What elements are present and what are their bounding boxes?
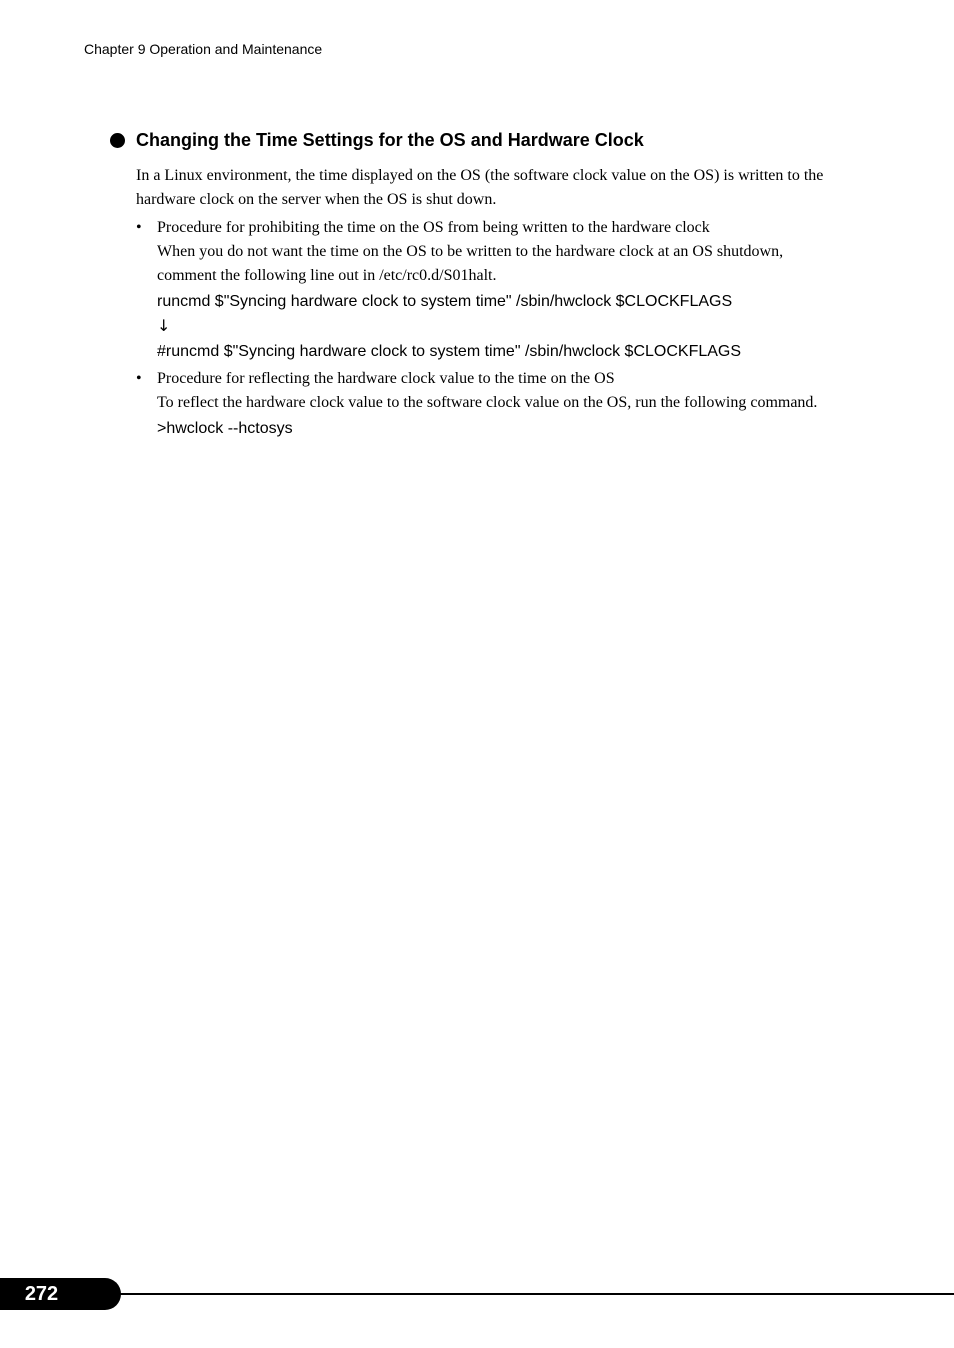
section-heading-text: Changing the Time Settings for the OS and Hardware Clock [136,130,644,150]
procedure-description: To reflect the hardware clock value to the software clock value on the OS, run the following command. [157,394,818,411]
down-arrow-icon: ↓ [157,316,171,335]
procedure-list [136,216,840,441]
procedure-item-prohibit-write [136,216,840,364]
bullet-icon: • [136,219,142,236]
footer-rule [100,1293,954,1295]
procedure-item-reflect-hardware-clock [136,367,840,441]
section-time-settings [110,128,840,444]
code-line-original: runcmd $"Syncing hardware clock to system time" /sbin/hwclock $CLOCKFLAGS [157,293,733,310]
bullet-icon: • [136,370,142,387]
command-line: >hwclock --hctosys [157,420,293,437]
procedure-description: When you do not want the time on the OS to be written to the hardware clock at an OS shutdown, comment the following line out in /etc/rc0.d/S01halt. [157,243,784,284]
filled-circle-bullet-icon [110,133,125,148]
running-header: Chapter 9 Operation and Maintenance [84,41,323,57]
page-number: 272 [24,1282,59,1305]
procedure-title: Procedure for prohibiting the time on the OS from being written to the hardware clock [157,219,710,236]
intro-paragraph: In a Linux environment, the time displayed on the OS (the software clock value on the OS) is written to the hardware clock on the server when the OS is shut down. [136,167,824,208]
page-number-tab [0,1278,121,1310]
section-heading [110,128,840,152]
section-body [136,164,840,441]
code-line-commented: #runcmd $"Syncing hardware clock to system time" /sbin/hwclock $CLOCKFLAGS [157,343,742,360]
procedure-title: Procedure for reflecting the hardware clock value to the time on the OS [157,370,615,387]
